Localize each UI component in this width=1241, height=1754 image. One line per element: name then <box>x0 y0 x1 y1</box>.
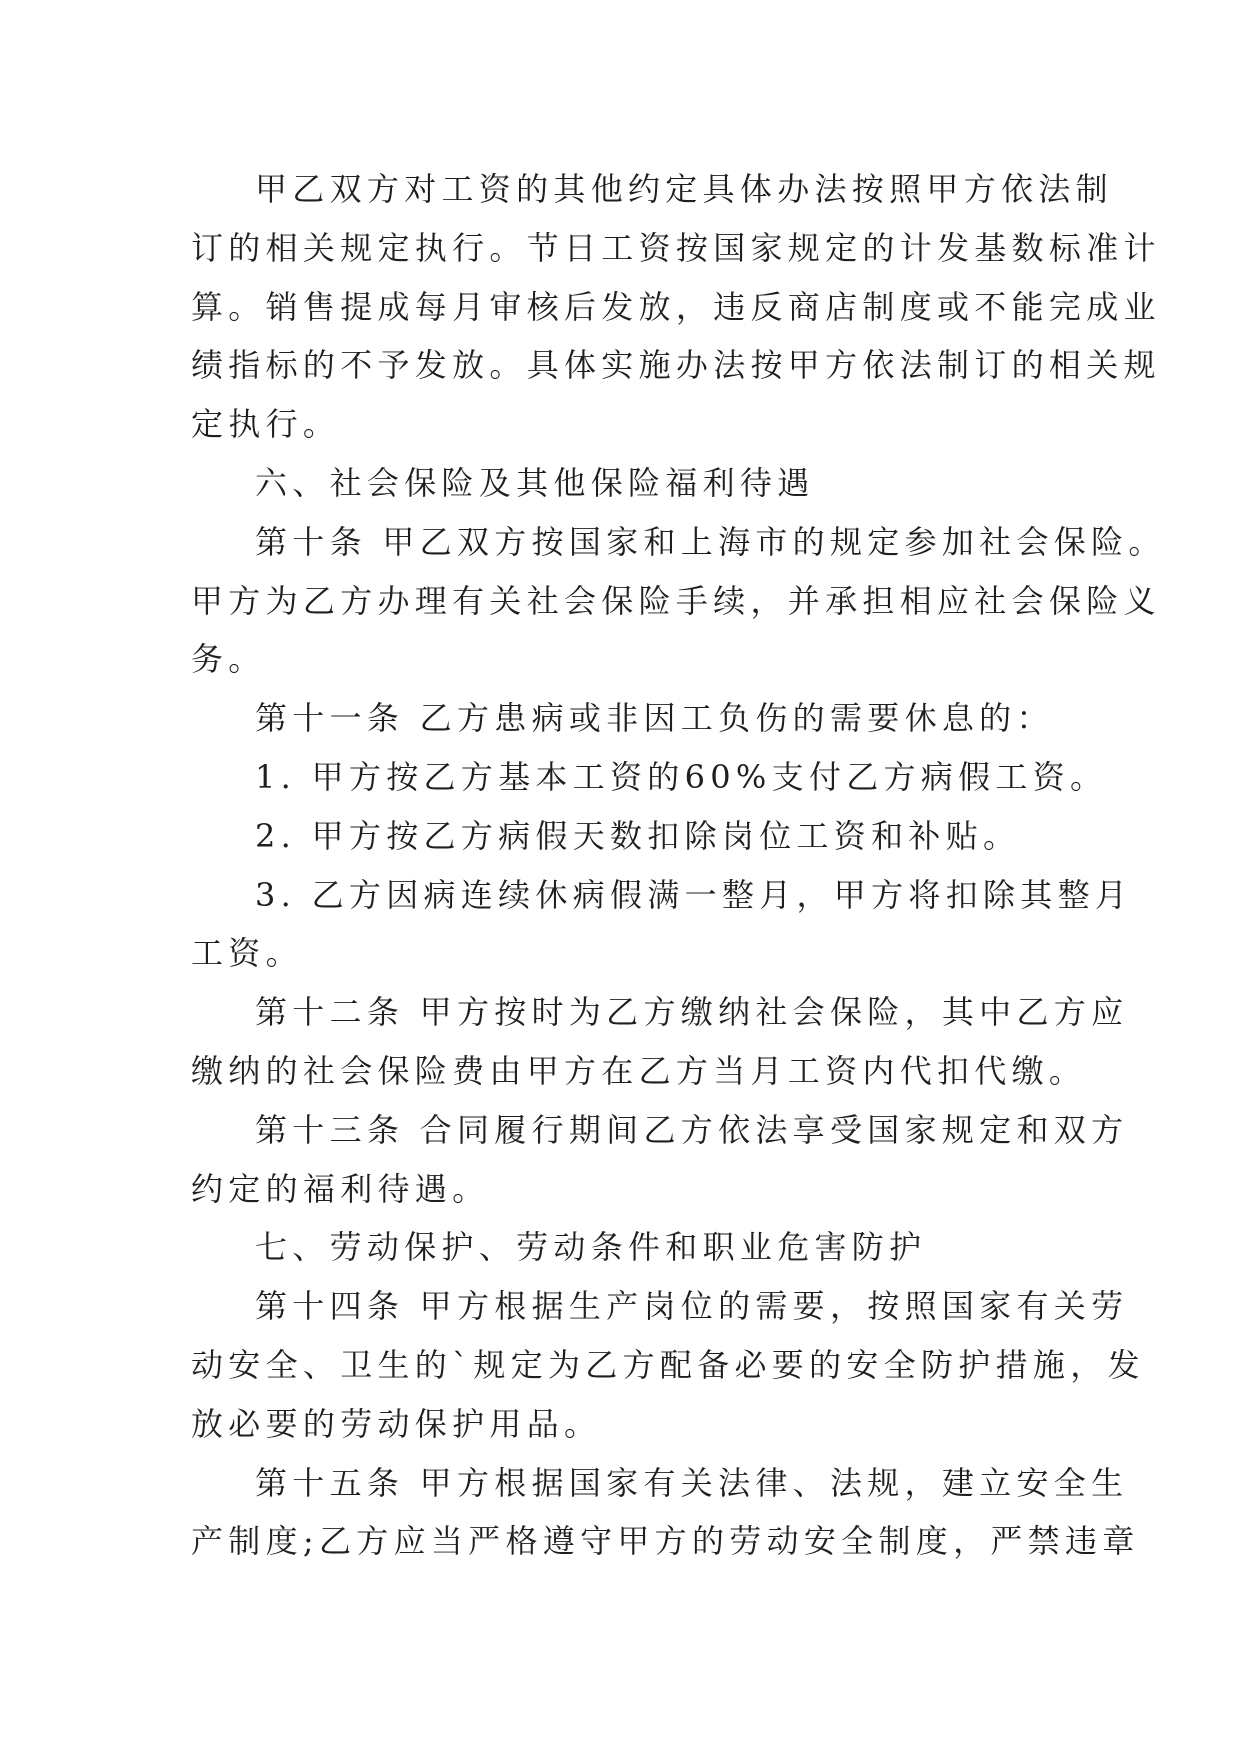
text-line: 第十条 甲乙双方按国家和上海市的规定参加社会保险。 <box>255 522 1166 561</box>
text-line: 第十二条 甲方按时为乙方缴纳社会保险，其中乙方应 <box>255 993 1129 1032</box>
text-line: 工资。 <box>191 934 303 973</box>
text-line: 定执行。 <box>191 405 341 444</box>
text-line: 订的相关规定执行。节日工资按国家规定的计发基数标准计 <box>191 228 1161 267</box>
document-body <box>191 160 1166 1571</box>
text-line: 甲方为乙方办理有关社会保险手续，并承担相应社会保险义 <box>191 581 1161 620</box>
text-line: 缴纳的社会保险费由甲方在乙方当月工资内代扣代缴。 <box>191 1051 1087 1090</box>
text-line: 算。销售提成每月审核后发放，违反商店制度或不能完成业 <box>191 287 1161 326</box>
section-heading: 六、社会保险及其他保险福利待遇 <box>255 463 815 502</box>
text-line: 产制度;乙方应当严格遵守甲方的劳动安全制度，严禁违章 <box>191 1522 1140 1561</box>
list-item: 1. 甲方按乙方基本工资的60%支付乙方病假工资。 <box>255 757 1108 796</box>
text-line: 甲乙双方对工资的其他约定具体办法按照甲方依法制 <box>255 170 1113 208</box>
list-item: 3. 乙方因病连续休病假满一整月，甲方将扣除其整月 <box>255 875 1133 914</box>
list-item: 2. 甲方按乙方病假天数扣除岗位工资和补贴。 <box>255 816 1021 855</box>
text-line: 动安全、卫生的`规定为乙方配备必要的安全防护措施，发 <box>191 1345 1145 1384</box>
section-heading: 七、劳动保护、劳动条件和职业危害防护 <box>255 1228 927 1267</box>
text-line: 放必要的劳动保护用品。 <box>191 1404 602 1443</box>
text-line: 绩指标的不予发放。具体实施办法按甲方依法制订的相关规 <box>191 346 1161 385</box>
text-line: 第十五条 甲方根据国家有关法律、法规，建立安全生 <box>255 1463 1129 1502</box>
text-line: 第十三条 合同履行期间乙方依法享受国家规定和双方 <box>255 1110 1129 1149</box>
text-line: 第十四条 甲方根据生产岗位的需要，按照国家有关劳 <box>255 1287 1129 1326</box>
text-line: 约定的福利待遇。 <box>191 1169 490 1208</box>
text-line: 第十一条 乙方患病或非因工负伤的需要休息的： <box>255 699 1054 738</box>
text-line: 务。 <box>191 640 266 679</box>
